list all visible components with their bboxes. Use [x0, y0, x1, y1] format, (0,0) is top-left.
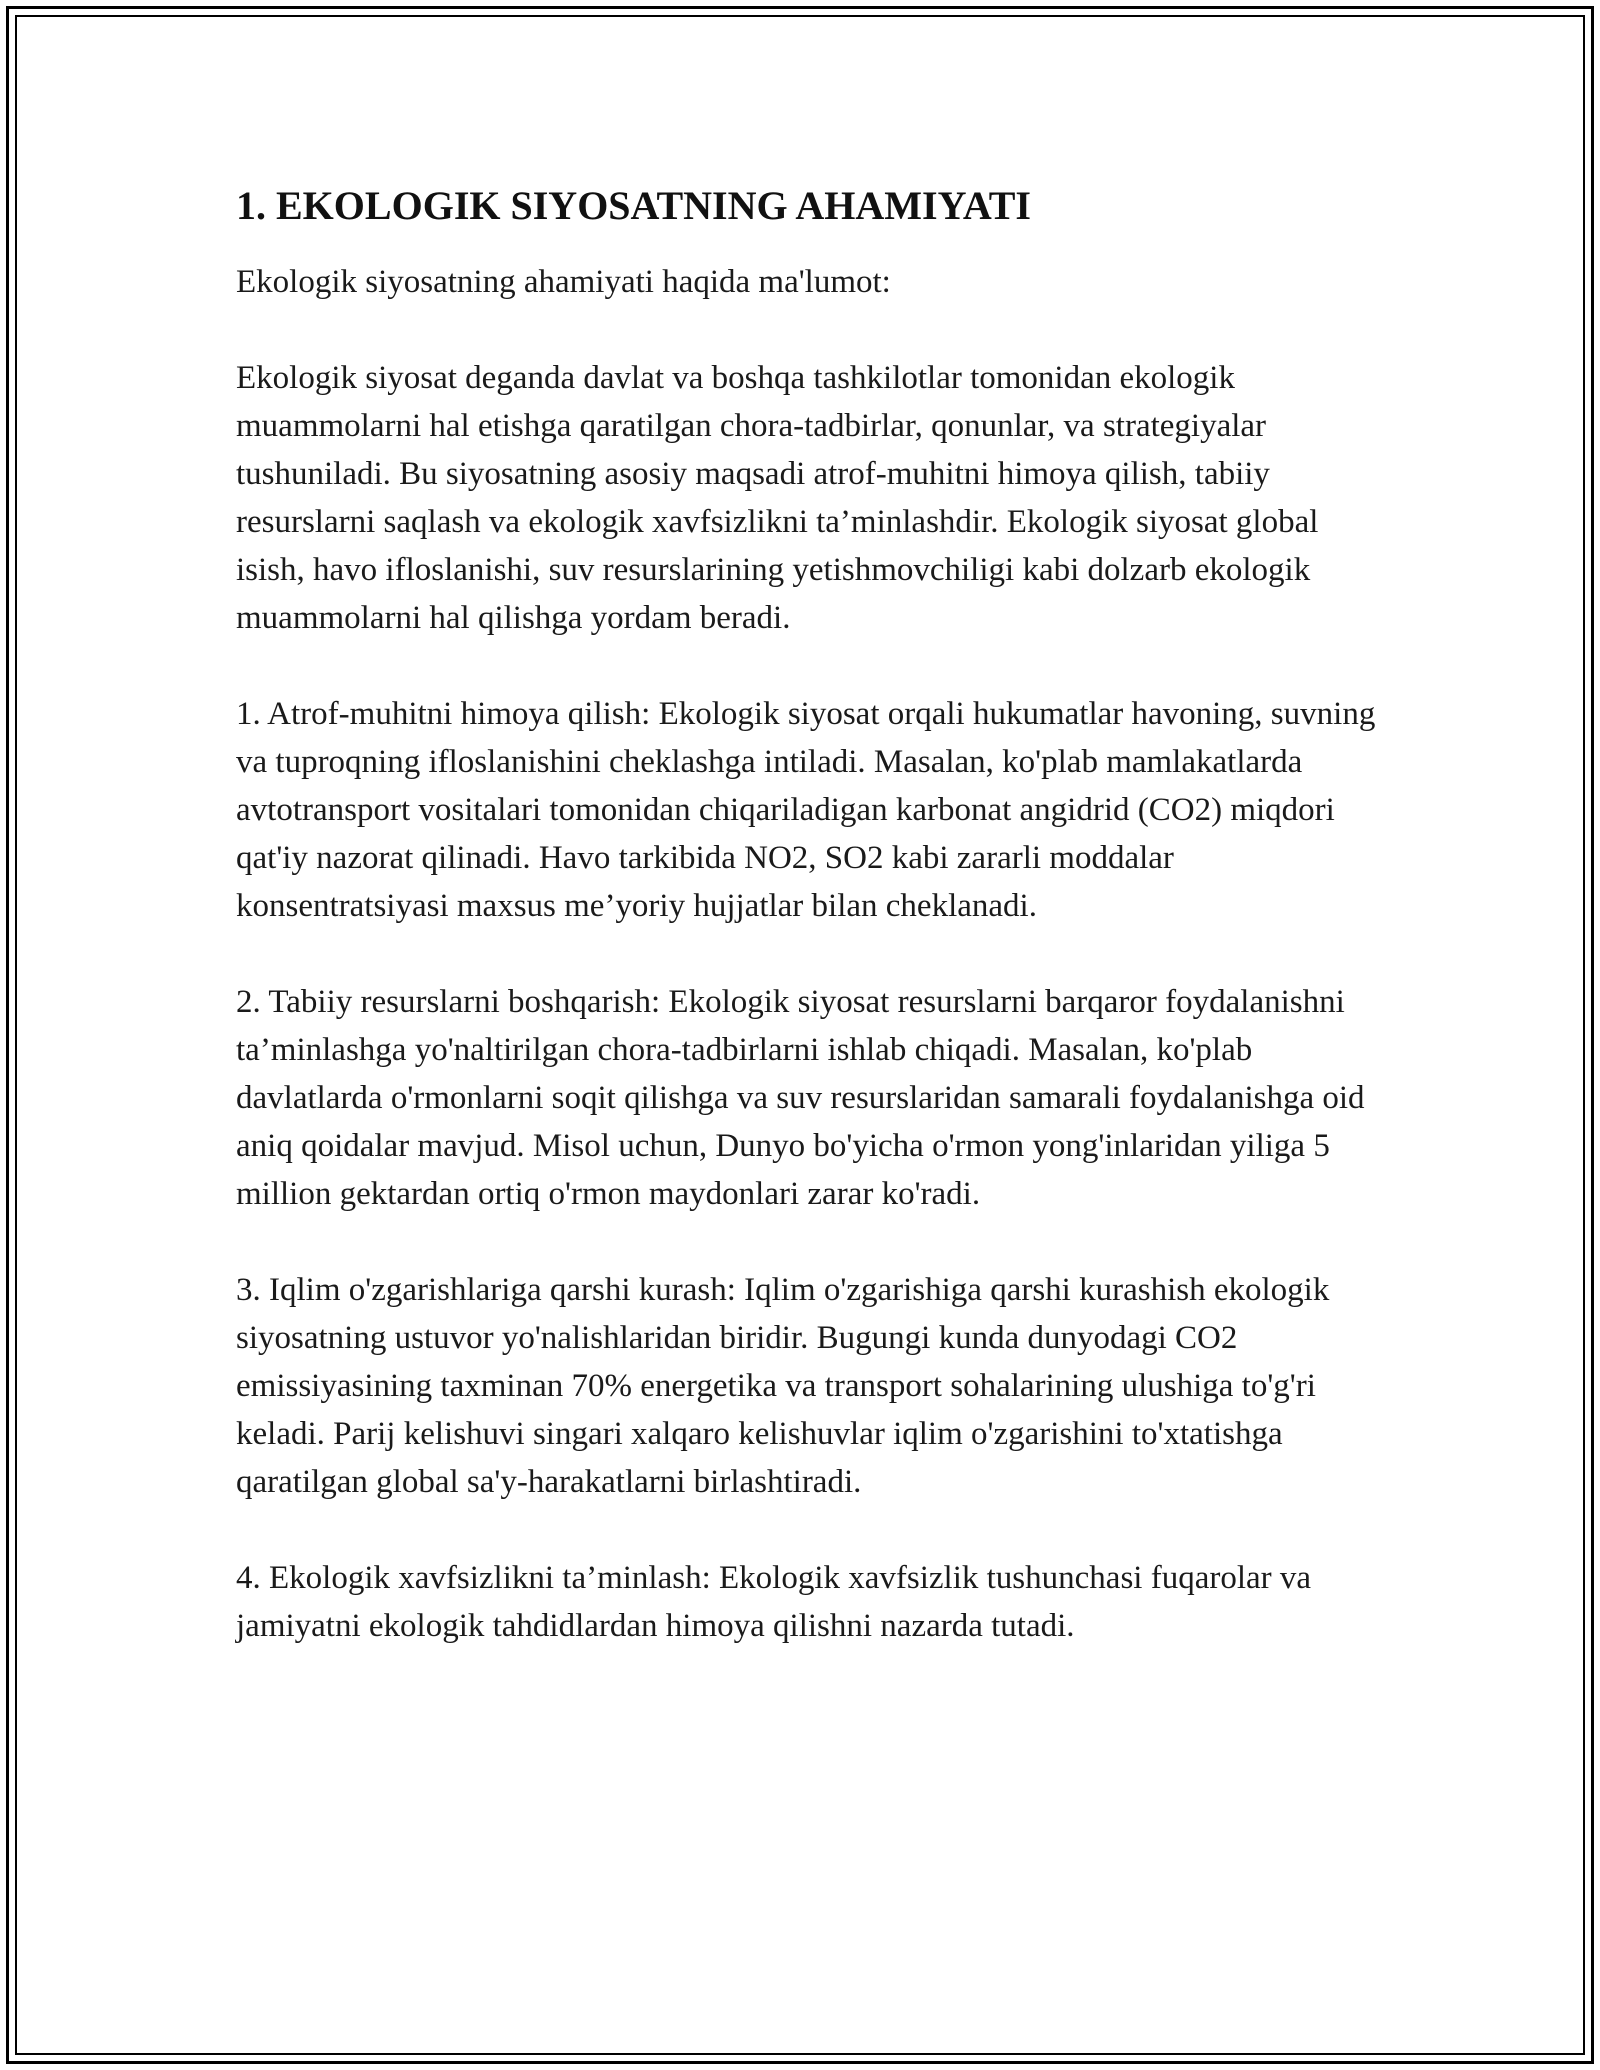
- paragraph-ecological-security: 4. Ekologik xavfsizlikni ta’minlash: Ekologik xavfsizlik tushunchasi fuqarolar va jamiyatni ekologik tahdidlardan himoya qilishni nazarda tutadi.: [236, 1560, 1312, 1644]
- paragraph-environment-protection: 1. Atrof-muhitni himoya qilish: Ekologik siyosat orqali hukumatlar havoning, suvning va tuproqning ifloslanishini cheklashga intiladi. Masalan, ko'plab mamlakatlarda avtotransport vositalari tomonidan chiqariladigan karbonat angidrid (CO2) miqdori qat'iy nazorat qilinadi. Havo tarkibida NO2, SO2 kabi zararli moddalar konsentratsiyasi maxsus me’yoriy hujjatlar bilan cheklanadi.: [236, 696, 1376, 924]
- document-body: [236, 180, 1386, 1698]
- intro-line: Ekologik siyosatning ahamiyati haqida ma'lumot:: [236, 264, 891, 300]
- document-title: 1. EKOLOGIK SIYOSATNING AHAMIYATI: [236, 183, 1031, 228]
- paragraph-climate-change: 3. Iqlim o'zgarishlariga qarshi kurash: Iqlim o'zgarishiga qarshi kurashish ekologik siyosatning ustuvor yo'nalishlaridan biridir. Bugungi kunda dunyodagi CO2 emissiyasining taxminan 70% energetika va transport sohalarining ulushiga to'g'ri keladi. Parij kelishuvi singari xalqaro kelishuvlar iqlim o'zgarishini to'xtatishga qaratilgan global sa'y-harakatlarni birlashtiradi.: [236, 1272, 1330, 1500]
- paragraph-definition: Ekologik siyosat deganda davlat va boshqa tashkilotlar tomonidan ekologik muammolarni hal etishga qaratilgan chora-tadbirlar, qonunlar, va strategiyalar tushuniladi. Bu siyosatning asosiy maqsadi atrof-muhitni himoya qilish, tabiiy resurslarni saqlash va ekologik xavfsizlikni ta’minlashdir. Ekologik siyosat global isish, havo ifloslanishi, suv resurslarining yetishmovchiligi kabi dolzarb ekologik muammolarni hal qilishga yordam beradi.: [236, 360, 1319, 636]
- paragraph-resource-management: 2. Tabiiy resurslarni boshqarish: Ekologik siyosat resurslarni barqaror foydalanishni ta’minlashga yo'naltirilgan chora-tadbirlarni ishlab chiqadi. Masalan, ko'plab davlatlarda o'rmonlarni soqit qilishga va suv resurslaridan samarali foydalanishga oid aniq qoidalar mavjud. Misol uchun, Dunyo bo'yicha o'rmon yong'inlaridan yiliga 5 million gektardan ortiq o'rmon maydonlari zarar ko'radi.: [236, 984, 1365, 1212]
